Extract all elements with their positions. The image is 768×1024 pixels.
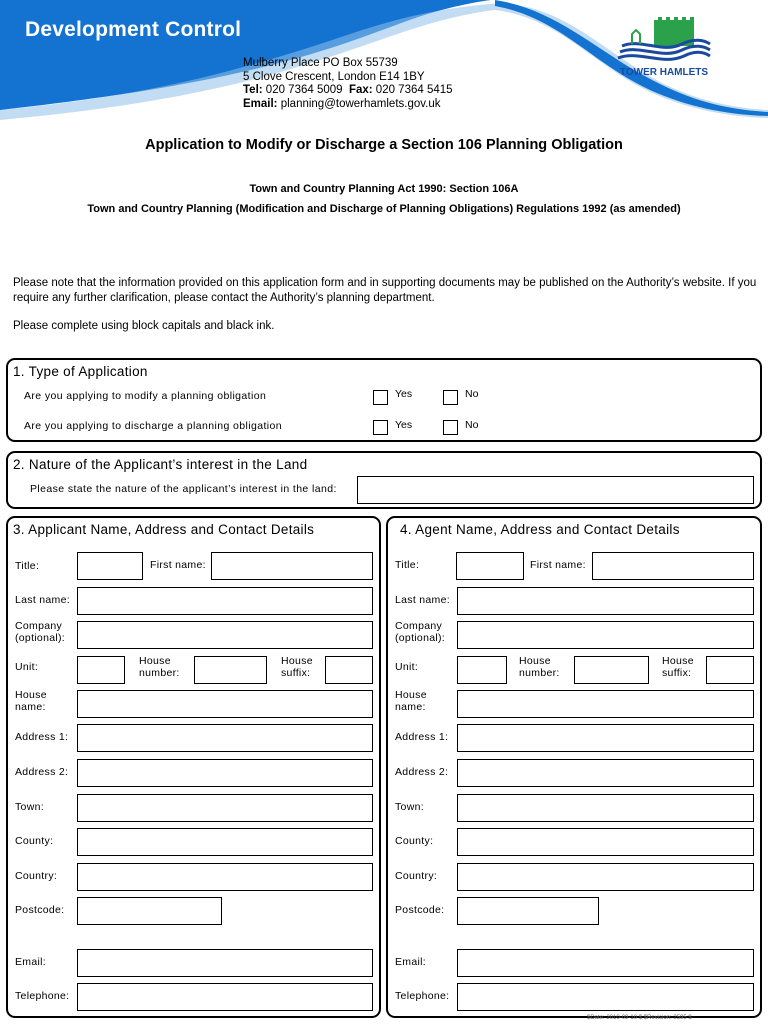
applicant-email-input[interactable] xyxy=(77,949,373,977)
applicant-house-number-input[interactable] xyxy=(194,656,267,684)
agent-unit-input[interactable] xyxy=(457,656,507,684)
fax-label: Fax: xyxy=(348,84,373,97)
applicant-country-label: Country: xyxy=(15,870,58,882)
discharge-yes-label: Yes xyxy=(395,419,413,431)
address-line-1: Mulberry Place PO Box 55739 xyxy=(243,57,398,69)
section-agent-details xyxy=(386,516,762,1018)
applicant-company-input[interactable] xyxy=(77,621,373,649)
agent-postcode-label: Postcode: xyxy=(395,904,445,916)
applicant-unit-label: Unit: xyxy=(15,661,39,673)
revision-footer: $Date: 2010-09-10 $ $Revision: 2595 $ xyxy=(587,1015,692,1021)
applicant-town-label: Town: xyxy=(15,801,44,813)
discharge-no-checkbox[interactable] xyxy=(443,420,458,435)
agent-house-suffix-input[interactable] xyxy=(706,656,754,684)
modify-no-label: No xyxy=(465,388,479,400)
applicant-address2-label: Address 2: xyxy=(15,766,69,778)
modify-no-checkbox[interactable] xyxy=(443,390,458,405)
agent-title-label: Title: xyxy=(395,559,420,571)
applicant-company-label: Company (optional): xyxy=(15,620,65,644)
tel-value: 020 7364 5009 xyxy=(265,84,343,97)
applicant-last-name-label: Last name: xyxy=(15,594,70,606)
agent-telephone-label: Telephone: xyxy=(395,990,450,1002)
agent-unit-label: Unit: xyxy=(395,661,419,673)
agent-county-label: County: xyxy=(395,835,434,847)
agent-address2-input[interactable] xyxy=(457,759,754,787)
interest-input[interactable] xyxy=(357,476,754,504)
applicant-house-number-label: House number: xyxy=(139,655,180,679)
agent-company-label: Company (optional): xyxy=(395,620,445,644)
fax-value: 020 7364 5415 xyxy=(375,84,453,97)
section-4-title: 4. Agent Name, Address and Contact Details xyxy=(400,522,680,537)
applicant-country-input[interactable] xyxy=(77,863,373,891)
contact-address xyxy=(243,57,453,111)
applicant-postcode-label: Postcode: xyxy=(15,904,65,916)
agent-country-label: Country: xyxy=(395,870,438,882)
applicant-house-suffix-label: House suffix: xyxy=(281,655,313,679)
form-subtitle-act: Town and Country Planning Act 1990: Section 106A xyxy=(249,183,519,195)
agent-title-input[interactable] xyxy=(456,552,524,580)
agent-address1-label: Address 1: xyxy=(395,731,449,743)
logo-text: TOWER HAMLETS xyxy=(619,67,709,78)
agent-telephone-input[interactable] xyxy=(457,983,754,1011)
department-title: Development Control xyxy=(25,18,242,41)
applicant-county-input[interactable] xyxy=(77,828,373,856)
section-type-of-application xyxy=(6,358,762,442)
discharge-no-label: No xyxy=(465,419,479,431)
applicant-unit-input[interactable] xyxy=(77,656,125,684)
section-applicant-details xyxy=(6,516,381,1018)
agent-town-input[interactable] xyxy=(457,794,754,822)
applicant-email-label: Email: xyxy=(15,956,46,968)
section-3-title: 3. Applicant Name, Address and Contact Details xyxy=(13,522,315,537)
applicant-address1-label: Address 1: xyxy=(15,731,69,743)
applicant-address1-input[interactable] xyxy=(77,724,373,752)
agent-house-number-label: House number: xyxy=(519,655,560,679)
agent-house-name-label: House name: xyxy=(395,689,427,713)
applicant-first-name-input[interactable] xyxy=(211,552,373,580)
interest-prompt: Please state the nature of the applicant’s interest in the land: xyxy=(30,483,337,495)
applicant-title-label: Title: xyxy=(15,560,40,572)
agent-town-label: Town: xyxy=(395,801,424,813)
agent-email-input[interactable] xyxy=(457,949,754,977)
modify-question: Are you applying to modify a planning obligation xyxy=(24,390,267,402)
applicant-first-name-label: First name: xyxy=(150,559,206,571)
applicant-telephone-input[interactable] xyxy=(77,983,373,1011)
agent-company-input[interactable] xyxy=(457,621,754,649)
section-1-title: 1. Type of Application xyxy=(13,364,148,379)
email-line xyxy=(243,98,453,112)
modify-yes-label: Yes xyxy=(395,388,413,400)
phone-fax-line xyxy=(243,84,453,98)
agent-last-name-input[interactable] xyxy=(457,587,754,615)
agent-address1-input[interactable] xyxy=(457,724,754,752)
agent-postcode-input[interactable] xyxy=(457,897,599,925)
applicant-address2-input[interactable] xyxy=(77,759,373,787)
applicant-title-input[interactable] xyxy=(77,552,143,580)
email-label: Email: xyxy=(243,97,278,110)
address-line-2: 5 Clove Crescent, London E14 1BY xyxy=(243,70,425,83)
applicant-town-input[interactable] xyxy=(77,794,373,822)
section-2-title: 2. Nature of the Applicant’s interest in the Land xyxy=(13,457,308,472)
publication-notice: Please note that the information provided on this application form and in supporting documents may be published on the Authority’s website. If you require any further clarification, please contact the Authority’s planning department. xyxy=(13,277,757,304)
applicant-postcode-input[interactable] xyxy=(77,897,222,925)
completion-instruction: Please complete using block capitals and black ink. xyxy=(13,320,275,332)
agent-county-input[interactable] xyxy=(457,828,754,856)
applicant-county-label: County: xyxy=(15,835,54,847)
form-title: Application to Modify or Discharge a Section 106 Planning Obligation xyxy=(145,137,623,153)
applicant-house-name-input[interactable] xyxy=(77,690,373,718)
agent-address2-label: Address 2: xyxy=(395,766,449,778)
discharge-question: Are you applying to discharge a planning obligation xyxy=(24,420,282,432)
form-subtitle-regulations: Town and Country Planning (Modification and Discharge of Planning Obligations) Regulations 1992 (as amended) xyxy=(87,203,681,215)
agent-country-input[interactable] xyxy=(457,863,754,891)
agent-house-suffix-label: House suffix: xyxy=(662,655,694,679)
agent-house-number-input[interactable] xyxy=(574,656,649,684)
email-value: planning@towerhamlets.gov.uk xyxy=(280,97,441,110)
applicant-house-suffix-input[interactable] xyxy=(325,656,373,684)
discharge-yes-checkbox[interactable] xyxy=(373,420,388,435)
modify-yes-checkbox[interactable] xyxy=(373,390,388,405)
tel-label: Tel: xyxy=(243,84,263,97)
agent-first-name-label: First name: xyxy=(530,559,586,571)
agent-email-label: Email: xyxy=(395,956,426,968)
agent-house-name-input[interactable] xyxy=(457,690,754,718)
applicant-house-name-label: House name: xyxy=(15,689,47,713)
agent-last-name-label: Last name: xyxy=(395,594,450,606)
section-applicant-interest xyxy=(6,451,762,509)
applicant-telephone-label: Telephone: xyxy=(15,990,70,1002)
agent-first-name-input[interactable] xyxy=(592,552,754,580)
applicant-last-name-input[interactable] xyxy=(77,587,373,615)
